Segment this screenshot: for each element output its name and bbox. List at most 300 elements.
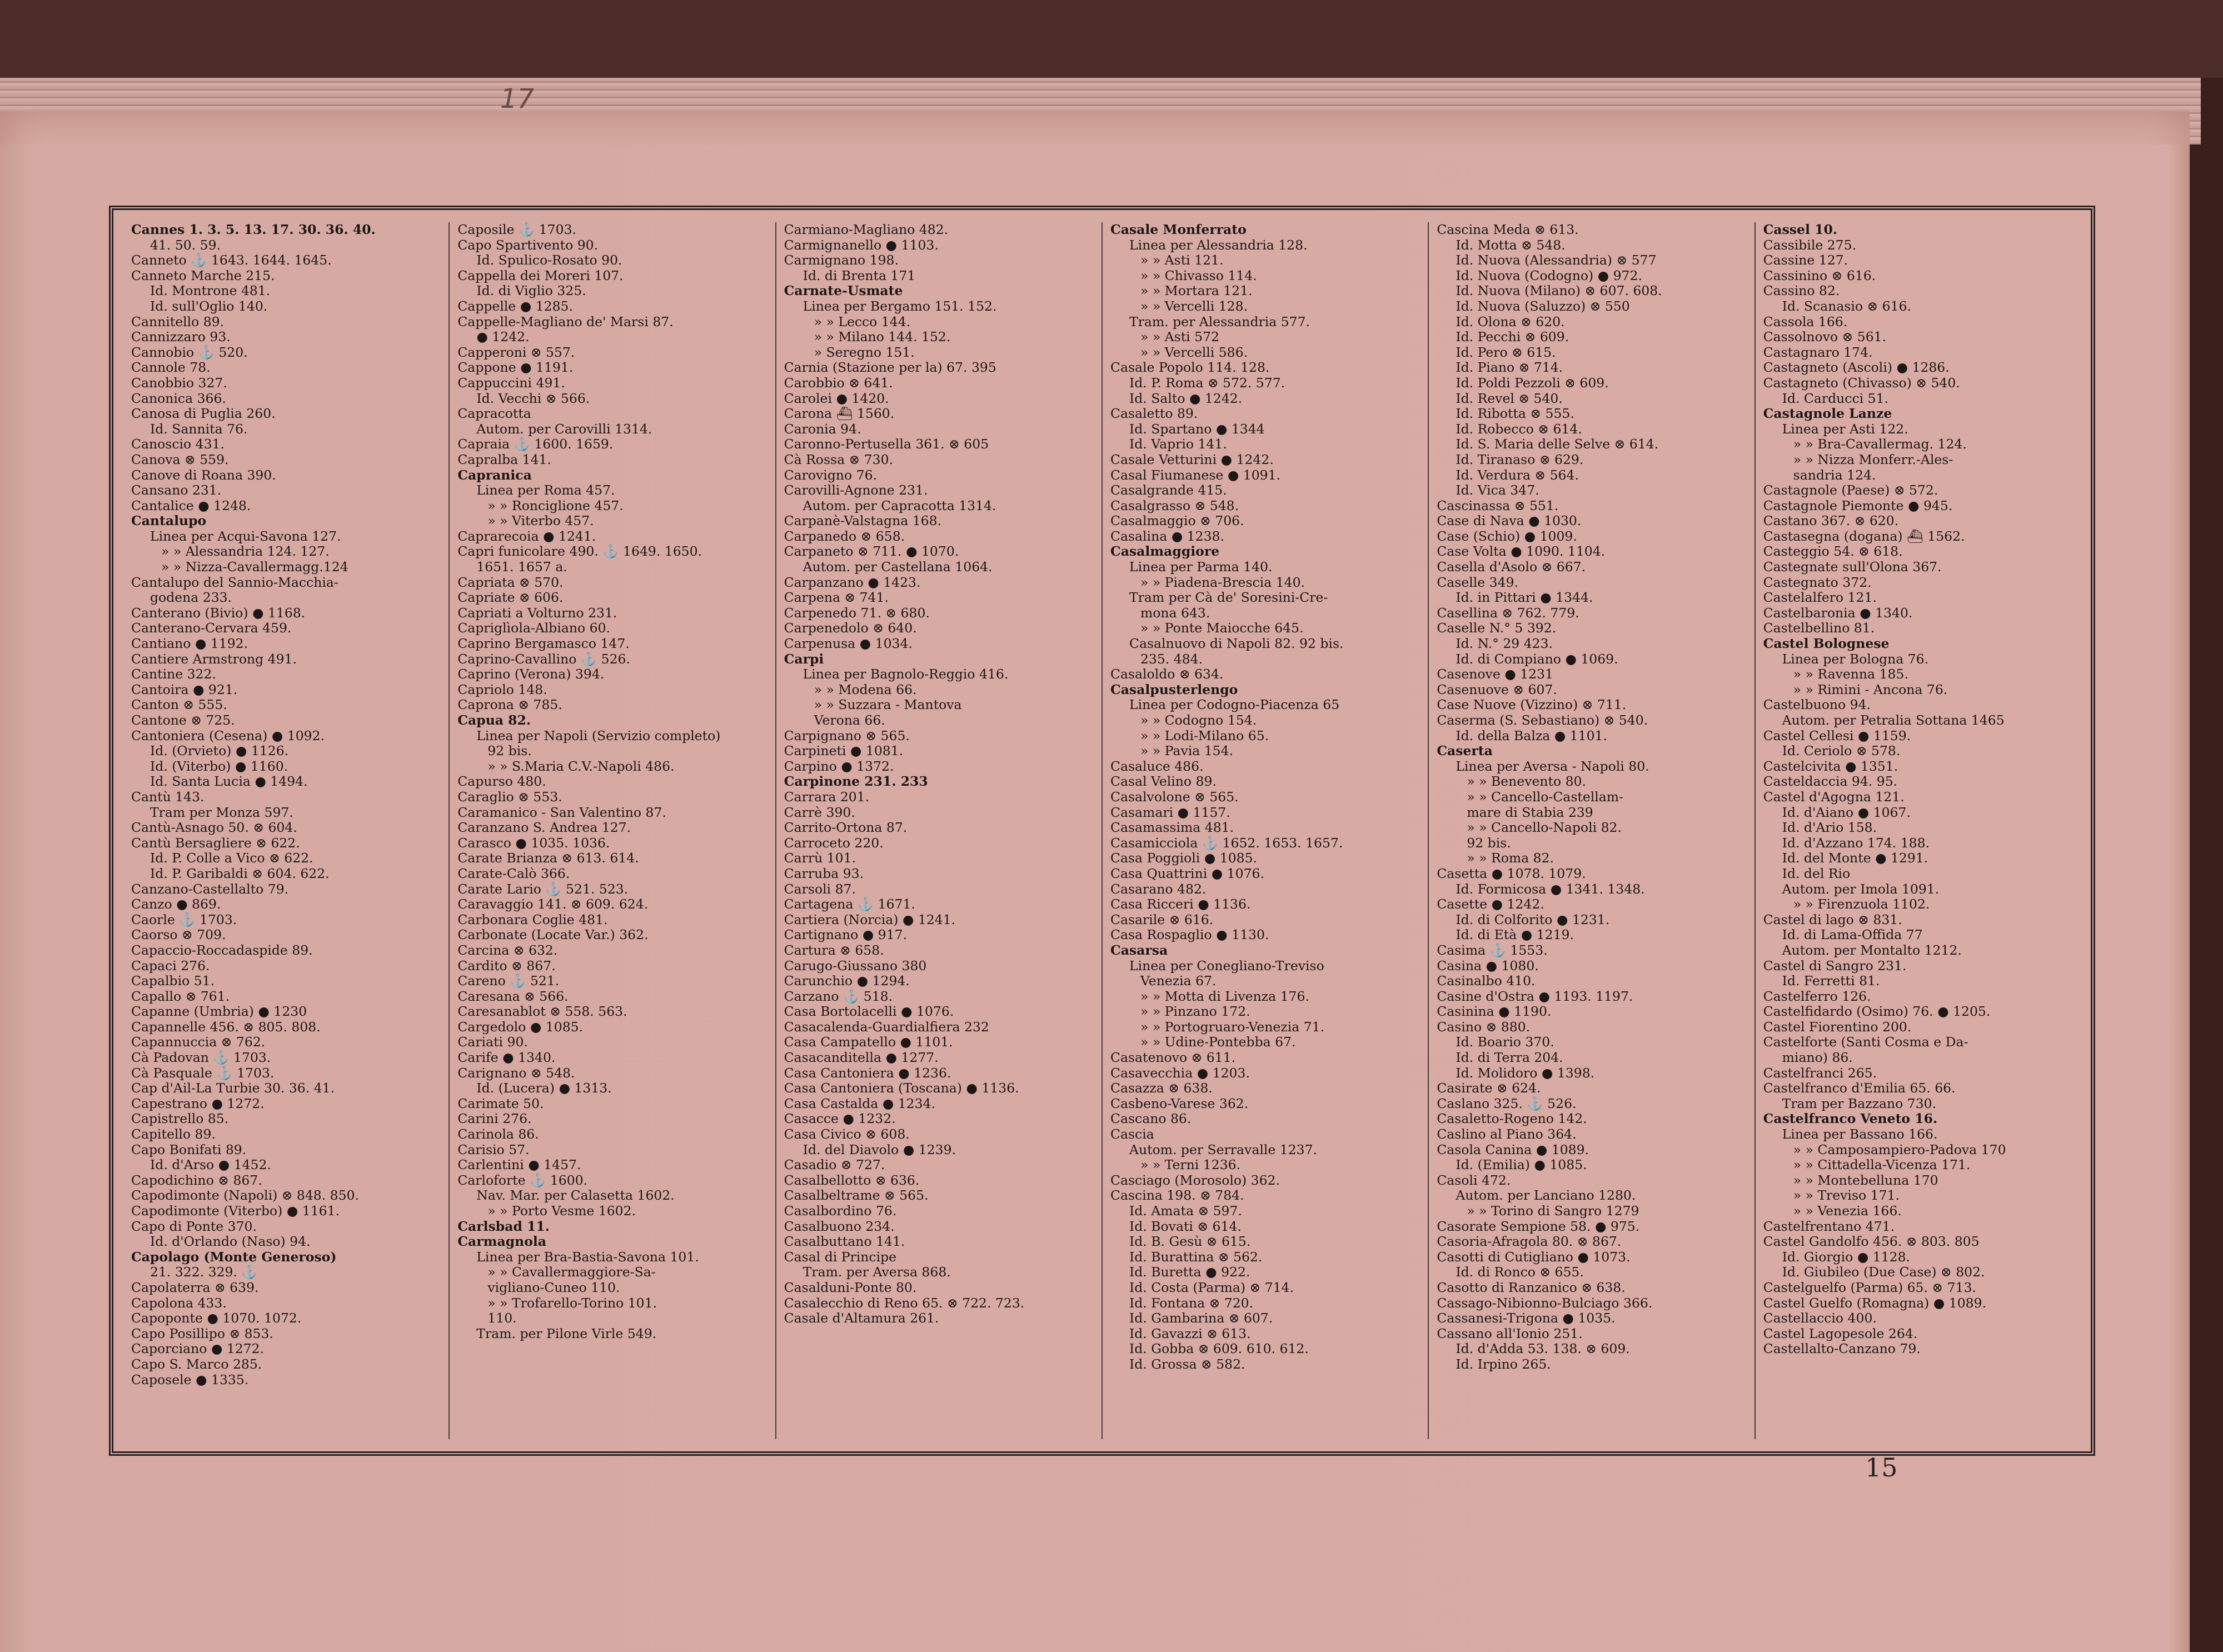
index-entry: Casotto di Ranzanico ⊗ 638.: [1437, 1280, 1626, 1295]
index-entry: Casalbordino 76.: [784, 1204, 897, 1219]
index-entry: Caorle ⚓ 1703.: [131, 912, 237, 927]
index-entry: Caresanablot ⊗ 558. 563.: [457, 1004, 627, 1020]
index-entry: Casino ⊗ 880.: [1437, 1019, 1531, 1035]
index-entry: Cariati 90.: [457, 1035, 528, 1050]
index-entry: Id. Gambarina ⊗ 607.: [1129, 1311, 1273, 1326]
index-entry: Casalbuttano 141.: [784, 1234, 905, 1250]
index-entry: Carpanedo ⊗ 658.: [784, 528, 905, 544]
index-entry: Casacce ● 1232.: [784, 1111, 896, 1127]
index-entry: 1651. 1657 a.: [476, 560, 567, 575]
index-entry: Linea per Parma 140.: [1129, 560, 1273, 575]
index-entry: Casalbeltrame ⊗ 565.: [784, 1188, 929, 1204]
index-entry: Carovilli-Agnone 231.: [784, 483, 928, 498]
index-entry: Casa Quattrini ● 1076.: [1110, 866, 1264, 881]
index-entry: Castel Cellesi ● 1159.: [1763, 728, 1911, 743]
index-entry: Capriate ⊗ 606.: [457, 590, 564, 606]
index-entry: Caposele ● 1335.: [131, 1372, 249, 1388]
index-entry: Castelguelfo (Parma) 65. ⊗ 713.: [1763, 1280, 1976, 1295]
index-entry: Id. in Pittari ● 1344.: [1456, 590, 1593, 606]
index-entry: Casale d'Altamura 261.: [784, 1311, 939, 1326]
index-entry: Capallo ⊗ 761.: [131, 989, 230, 1004]
index-entry: » » Cancello-Castellam-: [1467, 789, 1623, 805]
index-entry: Id. di Colforito ● 1231.: [1456, 912, 1610, 927]
index-entry: Cascina 198. ⊗ 784.: [1110, 1188, 1244, 1204]
index-entry: » Seregno 151.: [814, 345, 915, 360]
index-entry: Carpenusa ● 1034.: [784, 636, 913, 652]
index-entry: » » Ronciglione 457.: [487, 498, 624, 513]
index-entry: mona 643.: [1140, 605, 1210, 621]
index-entry: Id. di Lama-Offida 77: [1782, 927, 1923, 943]
index-entry: Case Nuove (Vizzino) ⊗ 711.: [1437, 697, 1627, 713]
index-entry: Autom. per Petralia Sottana 1465: [1782, 713, 2005, 728]
index-entry: Verona 66.: [814, 713, 885, 728]
index-entry: Venezia 67.: [1140, 974, 1217, 989]
index-entry: Linea per Napoli (Servizio completo): [476, 728, 721, 743]
index-entry: Casinina ● 1190.: [1437, 1004, 1552, 1020]
index-entry: Capodimonte (Napoli) ⊗ 848. 850.: [131, 1188, 360, 1204]
index-entry: Caresana ⊗ 566.: [457, 989, 569, 1004]
index-entry: Cartiera (Norcia) ● 1241.: [784, 912, 956, 927]
index-entry: Carpenedo 71. ⊗ 680.: [784, 605, 930, 621]
index-entry: Caporciano ● 1272.: [131, 1341, 265, 1357]
index-entry: » » Viterbo 457.: [487, 513, 594, 529]
index-entry: Castelbuono 94.: [1763, 697, 1871, 713]
index-entry: Id. Gavazzi ⊗ 613.: [1129, 1326, 1251, 1341]
index-entry: Caprino Bergamasco 147.: [457, 636, 630, 652]
index-entry: godena 233.: [150, 590, 232, 606]
index-entry: Castellaccio 400.: [1763, 1311, 1877, 1326]
index-entry: Casamassima 481.: [1110, 820, 1234, 836]
index-entry: Casteggio 54. ⊗ 618.: [1763, 544, 1903, 560]
index-entry: Cannobio ⚓ 520.: [131, 345, 248, 360]
index-entry: Carzano ⚓ 518.: [784, 989, 893, 1004]
index-entry: Id. Nuova (Alessandria) ⊗ 577: [1456, 253, 1657, 268]
index-entry: sandria 124.: [1793, 467, 1876, 483]
index-entry: Id. B. Gesù ⊗ 615.: [1129, 1234, 1251, 1250]
index-entry: » » Benevento 80.: [1467, 774, 1586, 790]
index-entry: Caorso ⊗ 709.: [131, 927, 226, 943]
index-entry: Id. del Diavolo ● 1239.: [803, 1142, 956, 1157]
index-heading: Casalpusterlengo: [1110, 682, 1238, 697]
index-entry: » » Pavia 154.: [1140, 743, 1234, 759]
index-entry: Casa Cantoniera (Toscana) ● 1136.: [784, 1081, 1019, 1096]
index-entry: » » Trofarello-Torino 101.: [487, 1295, 657, 1311]
index-entry: Id. Irpino 265.: [1456, 1356, 1551, 1372]
index-entry: Canosa di Puglia 260.: [131, 406, 276, 422]
index-entry: » » Portogruaro-Venezia 71.: [1140, 1019, 1325, 1035]
index-entry: Caramanico - San Valentino 87.: [457, 805, 666, 820]
index-entry: Carife ● 1340.: [457, 1050, 556, 1066]
index-entry: Capri funicolare 490. ⚓ 1649. 1650.: [457, 544, 702, 560]
index-entry: Id. d'Orlando (Naso) 94.: [150, 1234, 311, 1250]
index-entry: Cappuccini 491.: [457, 375, 565, 391]
index-entry: Id. S. Maria delle Selve ⊗ 614.: [1456, 437, 1659, 452]
index-heading: Capolago (Monte Generoso): [131, 1249, 337, 1265]
index-entry: Careno ⚓ 521.: [457, 974, 560, 989]
index-entry: 21. 322. 329. ⚓: [150, 1265, 258, 1280]
index-entry: Casola Canina ● 1089.: [1437, 1142, 1589, 1157]
index-entry: Carbonate (Locate Var.) 362.: [457, 927, 649, 943]
index-entry: Id. Amata ⊗ 597.: [1129, 1204, 1242, 1219]
index-entry: Casal Fiumanese ● 1091.: [1110, 467, 1281, 483]
index-entry: Id. d'Arso ● 1452.: [150, 1157, 271, 1173]
index-entry: Carmiano-Magliano 482.: [784, 222, 949, 237]
index-entry: Id. di Compiano ● 1069.: [1456, 651, 1618, 667]
pencil-annotation: 17: [500, 83, 535, 114]
index-entry: » » Piadena-Brescia 140.: [1140, 575, 1305, 590]
index-entry: Id. Formicosa ● 1341. 1348.: [1456, 881, 1645, 897]
index-entry: Autom. per Castellana 1064.: [803, 560, 993, 575]
index-entry: Carolei ● 1420.: [784, 391, 889, 406]
index-entry: Cantalupo del Sannio-Macchia-: [131, 575, 338, 590]
index-entry: Cascia: [1110, 1127, 1154, 1142]
index-entry: Cassanesi-Trigona ● 1035.: [1437, 1311, 1616, 1326]
index-entry: Autom. per Carovilli 1314.: [476, 421, 652, 437]
index-entry: Cascina Meda ⊗ 613.: [1437, 222, 1579, 237]
index-entry: Castelcivita ● 1351.: [1763, 758, 1898, 774]
index-entry: Id. Nuova (Saluzzo) ⊗ 550: [1456, 298, 1630, 314]
index-entry: Cantù Bersagliere ⊗ 622.: [131, 835, 300, 851]
index-entry: » » Asti 572: [1140, 330, 1219, 345]
index-entry: Carpanè-Valstagna 168.: [784, 513, 942, 529]
index-entry: Canzano-Castellalto 79.: [131, 881, 289, 897]
index-entry: » » Montebelluna 170: [1793, 1172, 1938, 1188]
index-entry: Casa Civico ⊗ 608.: [784, 1127, 910, 1142]
index-entry: » » Vercelli 128.: [1140, 298, 1248, 314]
index-entry: Casalmaggio ⊗ 706.: [1110, 513, 1244, 529]
index-entry: 235. 484.: [1140, 651, 1203, 667]
index-entry: 92 bis.: [1467, 835, 1511, 851]
index-entry: Id. (Orvieto) ● 1126.: [150, 743, 289, 759]
index-heading: Caserta: [1437, 743, 1493, 759]
index-entry: Carrito-Ortona 87.: [784, 820, 908, 836]
index-entry: » » Torino di Sangro 1279: [1467, 1204, 1639, 1219]
index-entry: Carruba 93.: [784, 866, 864, 881]
index-heading: Castagnole Lanze: [1763, 406, 1892, 422]
index-entry: » » Udine-Pontebba 67.: [1140, 1035, 1296, 1050]
index-entry: Id. P. Colle a Vico ⊗ 622.: [150, 851, 313, 866]
index-column-1: [123, 222, 450, 1439]
index-entry: Cappone ● 1191.: [457, 360, 574, 376]
index-entry: Id. Ribotta ⊗ 555.: [1456, 406, 1574, 422]
index-heading: Carnate-Usmate: [784, 283, 903, 299]
index-entry: Capaci 276.: [131, 958, 210, 974]
index-entry: Caraglio ⊗ 553.: [457, 789, 562, 805]
index-entry: Id. di Terra 204.: [1456, 1050, 1563, 1066]
index-entry: Caranzano S. Andrea 127.: [457, 820, 631, 836]
index-entry: Casbeno-Varese 362.: [1110, 1096, 1249, 1111]
index-entry: Casina ● 1080.: [1437, 958, 1539, 974]
index-entry: » » S.Maria C.V.-Napoli 486.: [487, 758, 675, 774]
index-entry: Linea per Bagnolo-Reggio 416.: [803, 667, 1009, 682]
index-entry: Caserma (S. Sebastiano) ⊗ 540.: [1437, 713, 1648, 728]
index-entry: » » Treviso 171.: [1793, 1188, 1900, 1204]
index-entry: Id. Scanasio ⊗ 616.: [1782, 298, 1912, 314]
index-entry: Casoria-Afragola 80. ⊗ 867.: [1437, 1234, 1622, 1250]
index-column-4: [1103, 222, 1429, 1439]
index-entry: Canoscio 431.: [131, 437, 225, 452]
index-entry: Cà Padovan ⚓ 1703.: [131, 1050, 271, 1066]
index-entry: Casirate ⊗ 624.: [1437, 1081, 1541, 1096]
index-entry: Capoponte ● 1070. 1072.: [131, 1311, 302, 1326]
index-entry: Castasegna (dogana) ⛴ 1562.: [1763, 528, 1965, 544]
index-entry: Carpanzano ● 1423.: [784, 575, 921, 590]
index-heading: Capua 82.: [457, 713, 531, 728]
index-entry: Id. della Balza ● 1101.: [1456, 728, 1607, 743]
index-entry: Capolaterra ⊗ 639.: [131, 1280, 259, 1295]
index-entry: Capracotta: [457, 406, 531, 422]
index-entry: Tram per Monza 597.: [150, 805, 293, 820]
index-entry: Id. Grossa ⊗ 582.: [1129, 1356, 1245, 1372]
index-entry: Carnia (Stazione per la) 67. 395: [784, 360, 996, 376]
index-entry: Castegnato 372.: [1763, 575, 1872, 590]
index-entry: Casa Ricceri ● 1136.: [1110, 897, 1251, 912]
index-entry: Id. Revel ⊗ 540.: [1456, 391, 1563, 406]
index-entry: Id. d'Aiano ● 1067.: [1782, 805, 1911, 820]
index-entry: 41. 50. 59.: [150, 237, 221, 253]
index-entry: Carroceto 220.: [784, 835, 884, 851]
index-entry: Capitello 89.: [131, 1127, 216, 1142]
index-entry: Cassano all'Ionio 251.: [1437, 1326, 1583, 1341]
index-entry: Casale Popolo 114. 128.: [1110, 360, 1270, 376]
index-entry: Id. Poldi Pezzoli ⊗ 609.: [1456, 375, 1609, 391]
index-entry: Casalvolone ⊗ 565.: [1110, 789, 1239, 805]
index-entry: Id. Bovati ⊗ 614.: [1129, 1219, 1242, 1234]
index-entry: » » Alessandria 124. 127.: [161, 544, 330, 560]
index-entry: Linea per Bassano 166.: [1782, 1127, 1938, 1142]
index-entry: Capriata ⊗ 570.: [457, 575, 564, 590]
index-entry: Casarano 482.: [1110, 881, 1207, 897]
index-entry: Casenuove ⊗ 607.: [1437, 682, 1557, 697]
index-entry: » » Pinzano 172.: [1140, 1004, 1250, 1020]
index-entry: Canzo ● 869.: [131, 897, 221, 912]
index-heading: Castelfranco Veneto 16.: [1763, 1111, 1938, 1127]
index-entry: » » Mortara 121.: [1140, 283, 1253, 299]
index-entry: Carmignano 198.: [784, 253, 899, 268]
index-column-5: [1429, 222, 1755, 1439]
index-entry: Capolona 433.: [131, 1295, 227, 1311]
index-entry: Carona ⛴ 1560.: [784, 406, 895, 422]
index-entry: Carunchio ● 1294.: [784, 974, 910, 989]
index-entry: Id. Spulico-Rosato 90.: [476, 253, 622, 268]
index-entry: Linea per Asti 122.: [1782, 421, 1908, 437]
index-entry: Cassinino ⊗ 616.: [1763, 268, 1876, 283]
index-entry: Capraia ⚓ 1600. 1659.: [457, 437, 614, 452]
index-entry: Id. Carducci 51.: [1782, 391, 1888, 406]
index-entry: Castel Guelfo (Romagna) ● 1089.: [1763, 1295, 1987, 1311]
index-entry: Cassine 127.: [1763, 253, 1848, 268]
index-entry: Autom. per Imola 1091.: [1782, 881, 1940, 897]
index-entry: Carate-Calò 366.: [457, 866, 570, 881]
index-entry: Casal Velino 89.: [1110, 774, 1217, 790]
index-entry: Id. Pecchi ⊗ 609.: [1456, 330, 1569, 345]
index-entry: Carmignanello ● 1103.: [784, 237, 939, 253]
index-entry: vigliano-Cuneo 110.: [487, 1280, 620, 1295]
index-heading: Cantalupo: [131, 513, 207, 529]
index-entry: Nav. Mar. per Calasetta 1602.: [476, 1188, 675, 1204]
index-entry: Id. Gobba ⊗ 609. 610. 612.: [1129, 1341, 1309, 1357]
index-entry: Capralba 141.: [457, 452, 551, 467]
index-entry: Carcina ⊗ 632.: [457, 942, 558, 958]
index-entry: Capodimonte (Viterbo) ● 1161.: [131, 1204, 340, 1219]
index-entry: Linea per Roma 457.: [476, 483, 615, 498]
index-entry: Cascano 86.: [1110, 1111, 1192, 1127]
index-entry: Caslano 325. ⚓ 526.: [1437, 1096, 1577, 1111]
index-entry: Id. d'Ario 158.: [1782, 820, 1877, 836]
index-entry: 110.: [487, 1311, 517, 1326]
index-entry: Capodichino ⊗ 867.: [131, 1172, 262, 1188]
index-entry: Id. Piano ⊗ 714.: [1456, 360, 1563, 376]
index-entry: » » Terni 1236.: [1140, 1157, 1241, 1173]
index-entry: Casella d'Asolo ⊗ 667.: [1437, 560, 1586, 575]
index-entry: Cartignano ● 917.: [784, 927, 908, 943]
index-entry: Castegnate sull'Olona 367.: [1763, 560, 1942, 575]
index-entry: Carpino ● 1372.: [784, 758, 894, 774]
index-entry: Carignano ⊗ 548.: [457, 1065, 575, 1081]
index-entry: Id. Tiranaso ⊗ 629.: [1456, 452, 1584, 467]
index-entry: Cà Rossa ⊗ 730.: [784, 452, 894, 467]
index-entry: Casalecchio di Reno 65. ⊗ 722. 723.: [784, 1295, 1025, 1311]
index-entry: Id. Pero ⊗ 615.: [1456, 345, 1556, 360]
index-entry: Id. Ferretti 81.: [1782, 974, 1880, 989]
index-entry: Cantoniera (Cesena) ● 1092.: [131, 728, 325, 743]
index-entry: Caprino (Verona) 394.: [457, 667, 605, 682]
index-entry: Casadio ⊗ 727.: [784, 1157, 885, 1173]
index-column-2: [450, 222, 776, 1439]
index-entry: Id. Vecchi ⊗ 566.: [476, 391, 590, 406]
index-entry: Id. Giubileo (Due Case) ⊗ 802.: [1782, 1265, 1985, 1280]
index-entry: Carrù 101.: [784, 851, 856, 866]
page-number: 15: [1865, 1453, 1898, 1483]
index-entry: Tram. per Pilone Virle 549.: [476, 1326, 657, 1341]
index-entry: Tram per Bazzano 730.: [1782, 1096, 1937, 1111]
index-entry: Cantiano ● 1192.: [131, 636, 248, 652]
index-entry: 92 bis.: [487, 743, 532, 759]
index-entry: Cantù-Asnago 50. ⊗ 604.: [131, 820, 297, 836]
index-entry: Caselle N.° 5 392.: [1437, 621, 1557, 636]
index-entry: Casetta ● 1078. 1079.: [1437, 866, 1586, 881]
index-entry: Castagnole Piemonte ● 945.: [1763, 498, 1953, 513]
index-entry: Capriolo 148.: [457, 682, 547, 697]
index-entry: Cassibile 275.: [1763, 237, 1857, 253]
index-entry: Id. Nuova (Codogno) ● 972.: [1456, 268, 1642, 283]
index-entry: Casoli 472.: [1437, 1172, 1511, 1188]
index-entry: Castel Gandolfo 456. ⊗ 803. 805: [1763, 1234, 1980, 1250]
index-entry: » » Vercelli 586.: [1140, 345, 1248, 360]
index-entry: » » Rimini - Ancona 76.: [1793, 682, 1948, 697]
index-entry: Castelbellino 81.: [1763, 621, 1875, 636]
index-entry: Canton ⊗ 555.: [131, 697, 227, 713]
index-entry: Capalbio 51.: [131, 974, 215, 989]
index-heading: Carmagnola: [457, 1234, 547, 1250]
index-entry: » » Cavallermaggiore-Sa-: [487, 1265, 656, 1280]
index-entry: Caronno-Pertusella 361. ⊗ 605: [784, 437, 989, 452]
index-entry: Linea per Bergamo 151. 152.: [803, 298, 997, 314]
index-entry: » » Ravenna 185.: [1793, 667, 1908, 682]
index-column-6: [1756, 222, 2081, 1439]
index-entry: Casa Campatello ● 1101.: [784, 1035, 953, 1050]
index-entry: Id. Verdura ⊗ 564.: [1456, 467, 1579, 483]
index-entry: Id. Salto ● 1242.: [1129, 391, 1243, 406]
index-entry: Tram. per Alessandria 577.: [1129, 314, 1310, 330]
index-entry: » » Venezia 166.: [1793, 1204, 1902, 1219]
index-entry: Carloforte ⚓ 1600.: [457, 1172, 588, 1188]
index-heading: Cassel 10.: [1763, 222, 1837, 237]
index-entry: Cassago-Nibionno-Bulciago 366.: [1437, 1295, 1653, 1311]
index-entry: Capo Spartivento 90.: [457, 237, 599, 253]
index-entry: Capperoni ⊗ 557.: [457, 345, 575, 360]
index-entry: Id. Burattina ⊗ 562.: [1129, 1249, 1263, 1265]
index-entry: » » Cittadella-Vicenza 171.: [1793, 1157, 1971, 1173]
index-entry: Id. Costa (Parma) ⊗ 714.: [1129, 1280, 1294, 1295]
index-entry: Cannole 78.: [131, 360, 211, 376]
index-entry: Cassolnovo ⊗ 561.: [1763, 330, 1887, 345]
index-entry: Capurso 480.: [457, 774, 546, 790]
index-entry: Id. Vica 347.: [1456, 483, 1539, 498]
index-entry: Casette ● 1242.: [1437, 897, 1544, 912]
index-entry: Id. (Lucera) ● 1313.: [476, 1081, 612, 1096]
index-entry: Linea per Conegliano-Treviso: [1129, 958, 1324, 974]
index-entry: Id. del Rio: [1782, 866, 1851, 881]
index-heading: Carlsbad 11.: [457, 1219, 550, 1234]
index-entry: Carugo-Giussano 380: [784, 958, 927, 974]
index-entry: mare di Stabia 239: [1467, 805, 1593, 820]
index-entry: » » Nizza Monferr.-Ales-: [1793, 452, 1953, 467]
index-entry: Castel d'Agogna 121.: [1763, 789, 1905, 805]
index-entry: Castagnole (Paese) ⊗ 572.: [1763, 483, 1938, 498]
index-entry: Capo Bonifati 89.: [131, 1142, 247, 1157]
index-entry: Castagneto (Ascoli) ● 1286.: [1763, 360, 1950, 376]
index-heading: Carpi: [784, 651, 824, 667]
index-entry: Id. Santa Lucia ● 1494.: [150, 774, 308, 790]
index-entry: Cappella dei Moreri 107.: [457, 268, 624, 283]
index-entry: Casa Poggioli ● 1085.: [1110, 851, 1258, 866]
index-entry: Carasco ● 1035. 1036.: [457, 835, 610, 851]
index-entry: Id. P. Roma ⊗ 572. 577.: [1129, 375, 1285, 391]
index-entry: » » Porto Vesme 1602.: [487, 1204, 636, 1219]
index-entry: Castellalto-Canzano 79.: [1763, 1341, 1921, 1357]
index-entry: Castelferro 126.: [1763, 989, 1871, 1004]
index-entry: Carrara 201.: [784, 789, 870, 805]
index-entry: Cartagena ⚓ 1671.: [784, 897, 915, 912]
index-entry: Carovigno 76.: [784, 467, 877, 483]
index-entry: Canneto ⚓ 1643. 1644. 1645.: [131, 253, 332, 268]
index-entry: Id. Sannita 76.: [150, 421, 248, 437]
index-entry: Cargedolo ● 1085.: [457, 1019, 584, 1035]
index-heading: Castel Bolognese: [1763, 636, 1890, 652]
index-entry: Capistrello 85.: [131, 1111, 229, 1127]
index-entry: Cappelle-Magliano de' Marsi 87.: [457, 314, 674, 330]
index-entry: » » Codogno 154.: [1140, 713, 1257, 728]
index-entry: Caronia 94.: [784, 421, 861, 437]
index-entry: Casacanditella ● 1277.: [784, 1050, 939, 1066]
index-entry: Id. Montrone 481.: [150, 283, 271, 299]
index-entry: Cantiere Armstrong 491.: [131, 651, 297, 667]
index-entry: Cannitello 89.: [131, 314, 225, 330]
index-entry: Id. Vaprio 141.: [1129, 437, 1227, 452]
index-heading: Casarsa: [1110, 942, 1168, 958]
index-entry: Case di Nava ● 1030.: [1437, 513, 1582, 529]
index-entry: Castelfrentano 471.: [1763, 1219, 1895, 1234]
index-entry: Carbonara Coglie 481.: [457, 912, 608, 927]
index-entry: Cantù 143.: [131, 789, 205, 805]
index-entry: Carate Brianza ⊗ 613. 614.: [457, 851, 639, 866]
index-entry: Caravaggio 141. ⊗ 609. 624.: [457, 897, 649, 912]
index-entry: Canonica 366.: [131, 391, 226, 406]
index-entry: Caprona ⊗ 785.: [457, 697, 562, 713]
index-entry: Capestrano ● 1272.: [131, 1096, 265, 1111]
index-entry: Id. Buretta ● 922.: [1129, 1265, 1250, 1280]
